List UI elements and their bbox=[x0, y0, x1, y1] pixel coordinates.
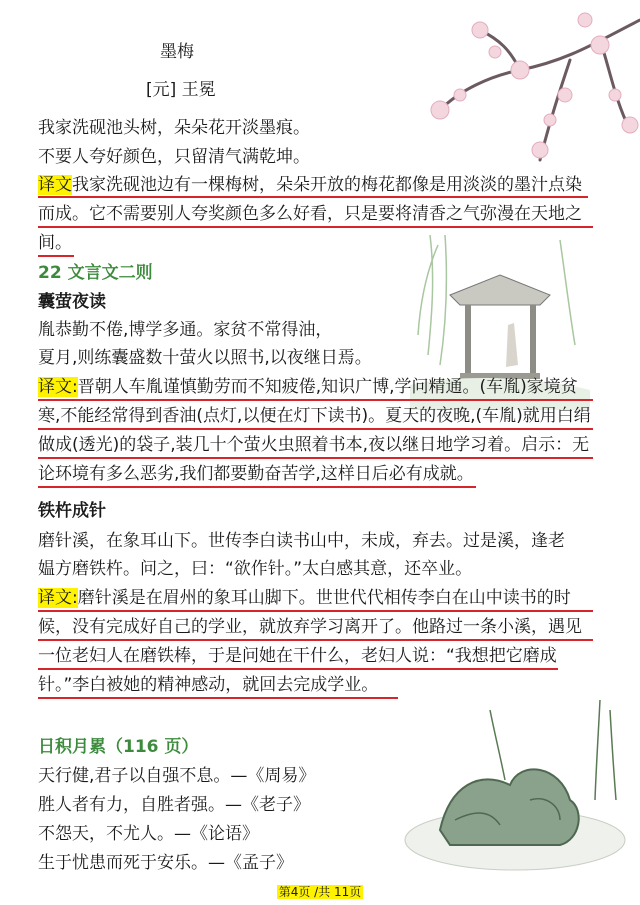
story2-line-2: 媪方磨铁杵。问之，曰：“欲作针。”太白感其意，还卒业。 bbox=[38, 559, 473, 579]
underline bbox=[38, 255, 74, 257]
page-number: 第4页 /共 11页 bbox=[278, 885, 362, 899]
underline bbox=[38, 610, 593, 612]
underline bbox=[38, 486, 476, 488]
story2-line-1: 磨针溪，在象耳山下。世传李白读书山中，未成，弃去。过是溪，逢老 bbox=[38, 531, 565, 551]
story1-translation-line-4: 论环境有多么恶劣,我们都要勤奋苦学,这样日后必有成就。 bbox=[38, 464, 474, 484]
story1-line-1: 胤恭勤不倦,博学多通。家贫不常得油， bbox=[38, 320, 333, 340]
poem-translation-line-2: 而成。它不需要别人夸奖颜色多么好看，只是要将清香之气弥漫在天地之 bbox=[38, 204, 582, 224]
poem-title: 墨梅 bbox=[160, 42, 194, 62]
story2-translation-line-4: 针。”李白被她的精神感动，就回去完成学业。 bbox=[38, 675, 379, 695]
poem-translation-line-1: 译文我家洗砚池边有一棵梅树，朵朵开放的梅花都像是用淡淡的墨汁点染 bbox=[38, 175, 582, 195]
story1-translation-line-3: 做成(透光)的袋子,装几十个萤火虫照着书本,夜以继日地学习着。启示：无 bbox=[38, 435, 590, 455]
story1-line-2: 夏月,则练囊盛数十萤火以照书,以夜继日焉。 bbox=[38, 348, 372, 368]
rock-pond-illustration bbox=[400, 690, 640, 880]
underline bbox=[38, 428, 593, 430]
story2-translation-line-3: 一位老妇人在磨铁棒，于是问她在干什么，老妇人说：“我想把它磨成 bbox=[38, 646, 557, 666]
poem-author: [元] 王冕 bbox=[146, 80, 216, 100]
daily-item: 生于忧患而死于安乐。—《孟子》 bbox=[38, 853, 293, 873]
poem-translation-line-3: 间。 bbox=[38, 233, 72, 253]
translation-label: 译文: bbox=[38, 377, 78, 397]
story1-translation-line-1: 译文:晋朝人车胤谨慎勤劳而不知疲倦,知识广博,学问精通。(车胤)家境贫 bbox=[38, 377, 578, 397]
translation-label: 译文: bbox=[38, 588, 78, 608]
poem-line-2: 不要人夸好颜色，只留清气满乾坤。 bbox=[38, 147, 310, 167]
plum-blossom-illustration bbox=[400, 0, 640, 170]
underline bbox=[38, 226, 593, 228]
daily-item: 天行健,君子以自强不息。—《周易》 bbox=[38, 766, 316, 786]
story1-translation-line-2: 寒,不能经常得到香油(点灯,以便在灯下读书)。夏天的夜晚,(车胤)就用白绢 bbox=[38, 406, 591, 426]
story1-title: 囊萤夜读 bbox=[38, 292, 106, 312]
section-title: 22 文言文二则 bbox=[38, 263, 153, 283]
story2-translation-line-2: 候，没有完成好自己的学业，就放弃学习离开了。他路过一条小溪，遇见 bbox=[38, 617, 582, 637]
story2-title: 铁杵成针 bbox=[38, 501, 106, 521]
daily-item: 不怨天，不尤人。—《论语》 bbox=[38, 824, 259, 844]
underline bbox=[38, 639, 593, 641]
underline bbox=[38, 457, 593, 459]
underline bbox=[38, 697, 398, 699]
story2-translation-line-1: 译文:磨针溪是在眉州的象耳山脚下。世世代代相传李白在山中读书的时 bbox=[38, 588, 571, 608]
underline bbox=[38, 668, 558, 670]
underline bbox=[38, 196, 588, 198]
translation-label: 译文 bbox=[38, 175, 72, 195]
poem-line-1: 我家洗砚池头树，朵朵花开淡墨痕。 bbox=[38, 118, 310, 138]
daily-title: 日积月累（116 页） bbox=[38, 737, 199, 757]
daily-item: 胜人者有力，自胜者强。—《老子》 bbox=[38, 795, 310, 815]
underline bbox=[38, 399, 593, 401]
